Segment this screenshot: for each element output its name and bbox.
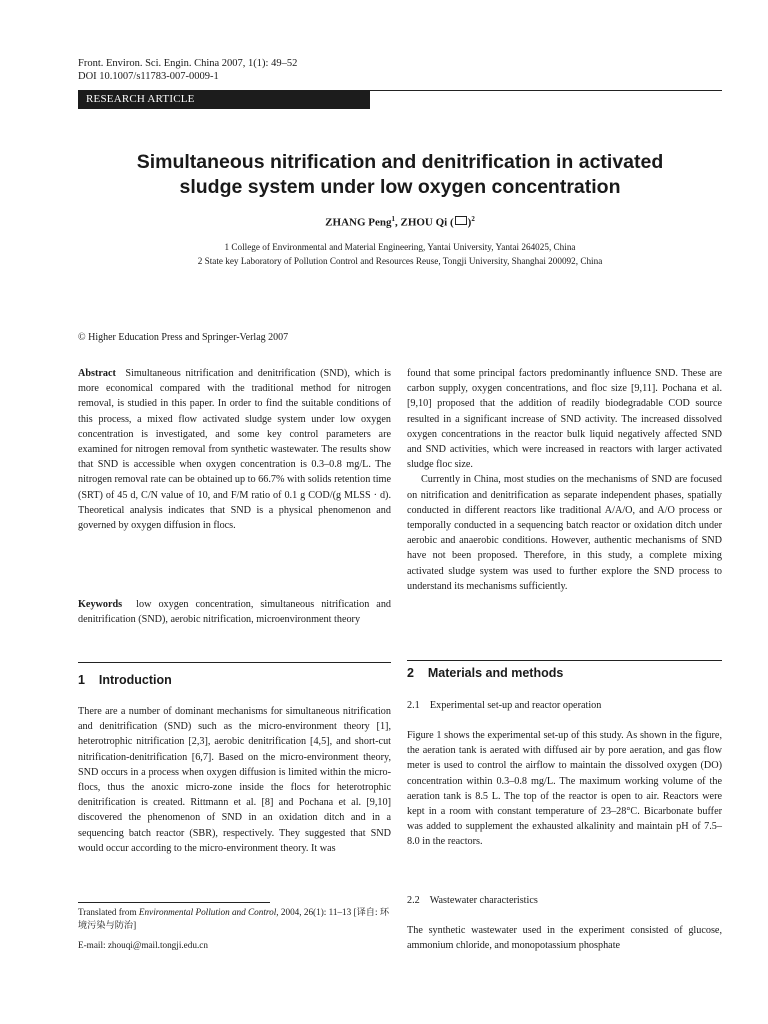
footnote-prefix: Translated from — [78, 907, 139, 917]
author-2-suffix: ) — [467, 216, 472, 229]
section-1-number: 1 — [78, 673, 85, 687]
title-line-1: Simultaneous nitrification and denitrification in activated — [136, 151, 664, 173]
section-2-number: 2 — [407, 666, 414, 680]
subsection-2-2-body — [407, 923, 722, 953]
abstract — [78, 366, 391, 533]
author-2-affil: 2 — [471, 215, 475, 223]
subsection-2-2-heading: 2.2 Wastewater characteristics — [407, 895, 538, 906]
section-1-title: Introduction — [98, 673, 172, 687]
right-column-intro — [407, 366, 722, 594]
setup-paragraph: Figure 1 shows the experimental set-up of this study. As shown in the figure, the aeration tank is aerated with diffused air by pore aeration, and gas flow meter is used to control the airflow to maintain the dissolved oxygen (DO) concentration within 0.3–0.8 mg/L. The maximum working volume of the aeration tank is 8.5 L. The top of the reactor is open to air. Reactors were kept in a room with constant temperature of 23–28°C. Bicarbonate buffer was added to supplement the exhausted alkalinity and maintain pH of 7.5–8.0 in the reactors. — [407, 730, 722, 848]
abstract-label: Abstract — [78, 368, 116, 379]
section-2-rule — [407, 660, 722, 661]
abstract-text: Simultaneous nitrification and denitrification (SND), which is more economical compared with the traditional method for nitrogen removal, is studied in this paper. In order to find the suitable conditions of this process, a mixed flow activated sludge system under low oxygen concentration is investigated, and some key control parameters are examined for nitrogen removal from synthetic wastewater. The results show that SND is accessible when oxygen concentration is 0.3–0.8 mg/L. The nitrogen removal rate can be obtained up to 66.7% with solids retention time (SRT) of 45 d, C/N value of 10, and F/M ratio of 0.1 g COD/(g MLSS · d). Theoretical analysis indicates that SND is a physical phenomenon and governed by oxygen diffusion in flocs. — [78, 368, 391, 532]
keywords — [78, 597, 391, 627]
intro-paragraph-2: Currently in China, most studies on the mechanisms of SND are focused on nitrification and denitrification as separate independent phases, spatially conducted in different reactors like traditional A/A/O, and A/O process or temporally conducted in a sequencing batch reactor or oxidation ditch under aerobic and anaerobic conditions. However, authentic mechanisms of SND have not been proposed. Therefore, in this study, a complete mixing activated sludge system was used to further explore the SND process to understand its mechanisms sufficiently. — [407, 474, 722, 592]
intro-paragraph-continued: found that some principal factors predominantly influence SND. These are carbon supply, oxygen concentrations, and floc size [9,11]. Pochana et al. [9,10] proposed that the addition of readily biodegradable COD source resulted in a significant increase of SND activity. The increased dissolved oxygen concentrations in the reactor bulk liquid negatively affected SND and SND activities, which were increased in reactors with larger activated sludge floc size. — [407, 368, 722, 471]
doi-line: DOI 10.1007/s11783-007-0009-1 — [78, 71, 219, 82]
paper-title — [78, 150, 722, 200]
footnote-suffix: , 2004, 26(1): 11–13 [译自: 环境污染与防治] — [78, 907, 390, 930]
section-1-rule — [78, 662, 391, 663]
section-1-heading — [78, 673, 172, 687]
author-line: ZHANG Peng$^1$, ZHOU Qi ( )$^2$ — [325, 215, 475, 229]
subsection-2-1-heading: 2.1 Experimental set-up and reactor operation — [407, 700, 602, 711]
email-footnote: E-mail: zhouqi@mail.tongji.edu.cn — [78, 940, 208, 950]
title-line-2: sludge system under low oxygen concentration — [179, 176, 621, 198]
keywords-text: low oxygen concentration, simultaneous nitrification and denitrification (SND), aerobic nitrification, microenvironment theory — [78, 599, 392, 626]
introduction-paragraph: There are a number of dominant mechanisms for simultaneous nitrification and denitrification (SND) such as the micro-environment theory [1], heterotrophic nitrification [2,3], aerobic denitrification [4,5], and short-cut nitrification-denitrification [6,7]. Based on the micro-environment theory, SND occurs in a process when oxygen diffusion is limited within the micro-flocs, thus the anoxic micro-zone inside the flocs for heterotrophic denitrification is created. Rittmann et al. [8] and Pochana et al. [9,10] discovered the phenomenon of SND in an oxidation ditch and in a sequencing batch reactor (SBR), respectively. They suggested that SND would occur according to the micro-environment theory. It was — [78, 706, 391, 854]
envelope-icon — [455, 216, 467, 225]
journal-citation — [78, 57, 297, 83]
footnote-rule — [78, 902, 270, 903]
translation-footnote — [78, 906, 391, 932]
affiliation-2: 2 State key Laboratory of Pollution Control and Resources Reuse, Tongji University, Shanghai 200092, China — [197, 256, 603, 266]
wastewater-paragraph: The synthetic wastewater used in the experiment consisted of glucose, ammonium chloride, and monopotassium phosphate — [407, 925, 722, 952]
author-1-affil: 1 — [391, 215, 395, 223]
article-type-banner: RESEARCH ARTICLE — [78, 90, 370, 109]
keywords-label: Keywords — [78, 599, 123, 610]
journal-line: Front. Environ. Sci. Engin. China 2007, 1(1): 49–52 — [78, 58, 298, 69]
author-2-prefix: ZHOU Qi ( — [400, 216, 454, 229]
affiliation-1: 1 College of Environmental and Material Engineering, Yantai University, Yantai 264025, China — [224, 242, 576, 252]
copyright-notice: © Higher Education Press and Springer-Verlag 2007 — [78, 332, 289, 343]
section-2-heading — [407, 666, 563, 680]
footnote-source: Environmental Pollution and Control — [138, 907, 277, 917]
section-2-title: Materials and methods — [427, 666, 564, 680]
introduction-body — [78, 704, 391, 856]
subsection-2-1-body — [407, 728, 722, 850]
author-1: ZHANG Peng — [325, 216, 392, 229]
affiliations — [78, 240, 722, 268]
